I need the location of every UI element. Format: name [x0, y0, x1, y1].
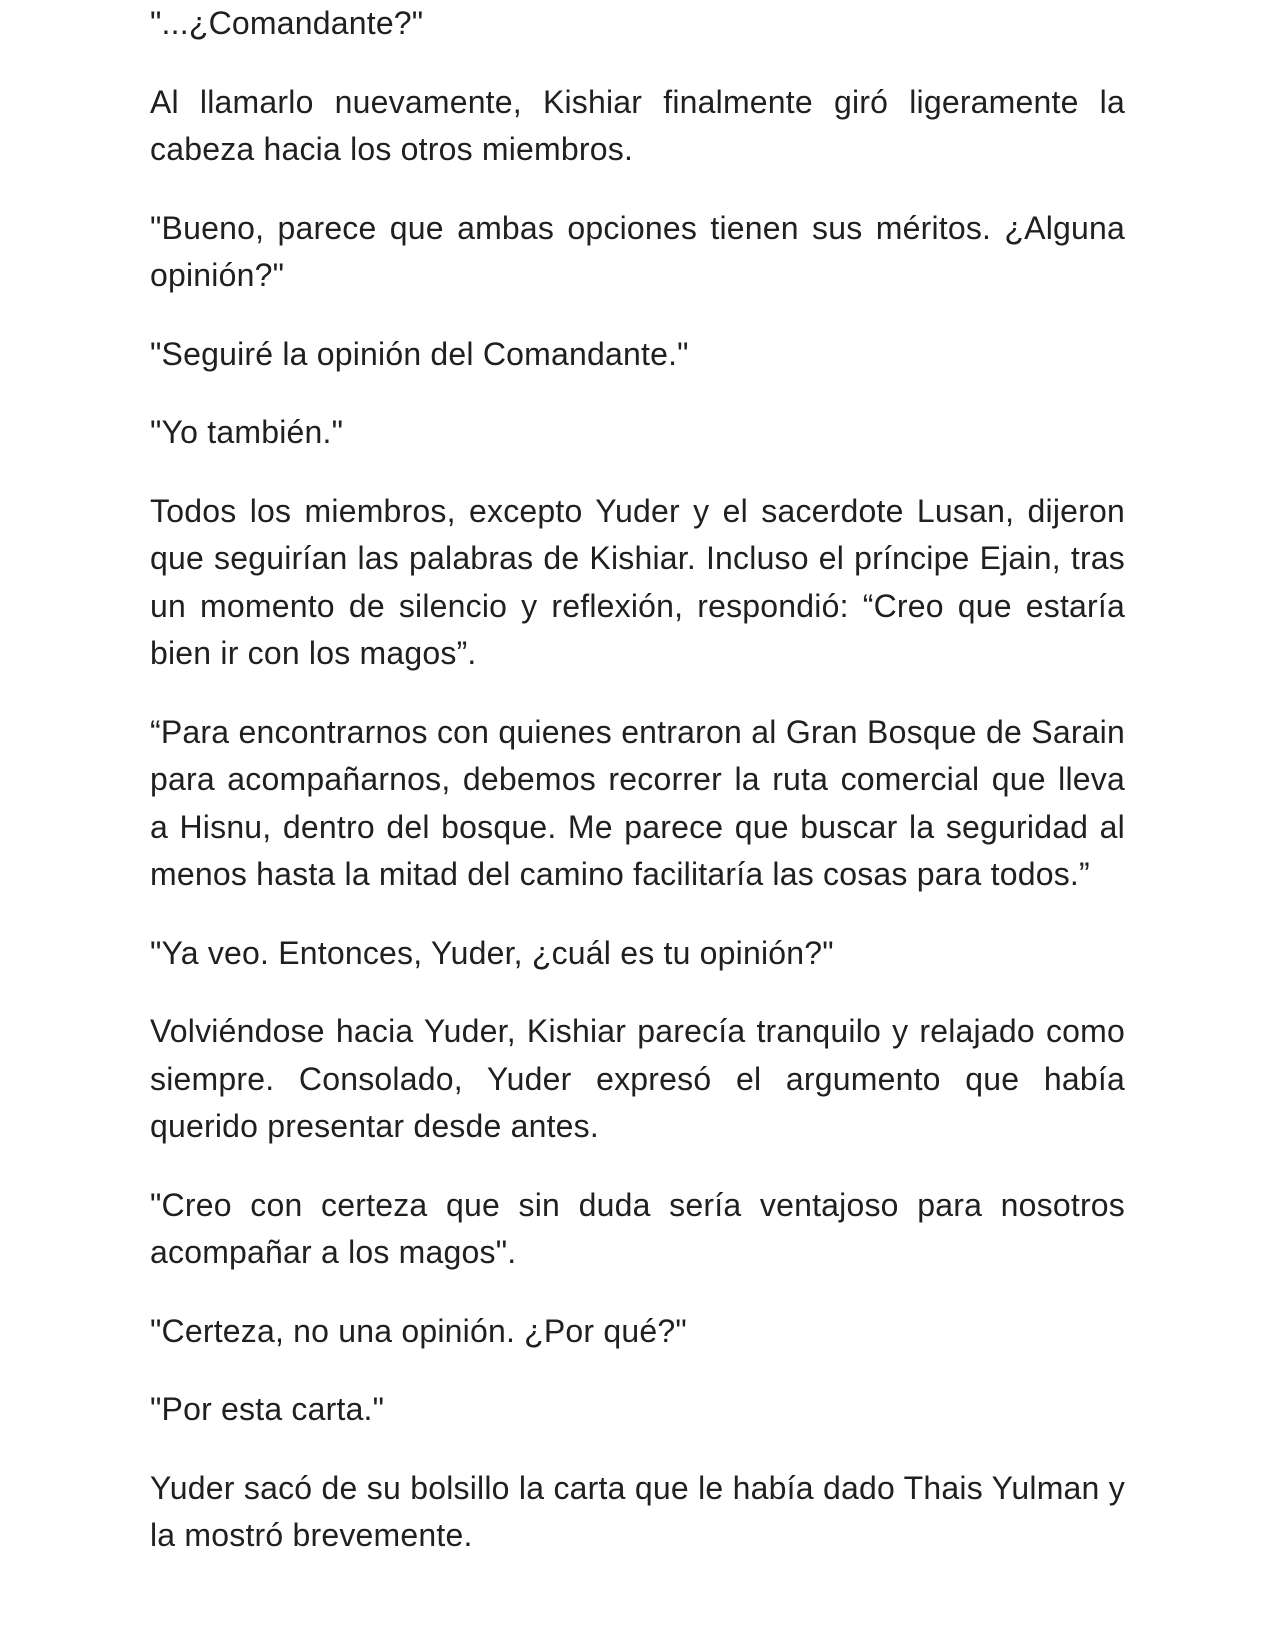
paragraph: "Seguiré la opinión del Comandante." [150, 335, 689, 372]
paragraph: Todos los miembros, excepto Yuder y el sacerdote Lusan, dijeron que seguirían las palabras de Kishiar. Incluso el príncipe Ejain, tras un momento de silencio y reflexión, respondió: “Creo que estaría bien ir con los magos”. [150, 492, 1125, 671]
paragraph: Al llamarlo nuevamente, Kishiar finalmente giró ligeramente la cabeza hacia los otros miembros. [150, 83, 1125, 167]
paragraph: "Bueno, parece que ambas opciones tienen sus méritos. ¿Alguna opinión?" [150, 209, 1125, 293]
paragraph: "Yo también." [150, 414, 344, 450]
paragraph: “Para encontrarnos con quienes entraron al Gran Bosque de Sarain para acompañarnos, debemos recorrer la ruta comercial que lleva a Hisnu, dentro del bosque. Me parece que buscar la seguridad al menos hasta la mitad del camino facilitaría las cosas para todos.” [150, 713, 1125, 892]
paragraph: Volviéndose hacia Yuder, Kishiar parecía tranquilo y relajado como siempre. Consolado, Yuder expresó el argumento que había querido presentar desde antes. [150, 1013, 1125, 1144]
paragraph: "Creo con certeza que sin duda sería ventajoso para nosotros acompañar a los magos". [150, 1186, 1125, 1270]
paragraph: "Certeza, no una opinión. ¿Por qué?" [150, 1312, 687, 1349]
paragraph: Yuder sacó de su bolsillo la carta que le había dado Thais Yulman y la mostró brevemente. [150, 1469, 1125, 1553]
paragraph: "Ya veo. Entonces, Yuder, ¿cuál es tu opinión?" [150, 934, 834, 971]
document-page [150, 0, 1125, 1591]
paragraph: "...¿Comandante?" [150, 5, 424, 41]
paragraph: "Por esta carta." [150, 1391, 385, 1427]
